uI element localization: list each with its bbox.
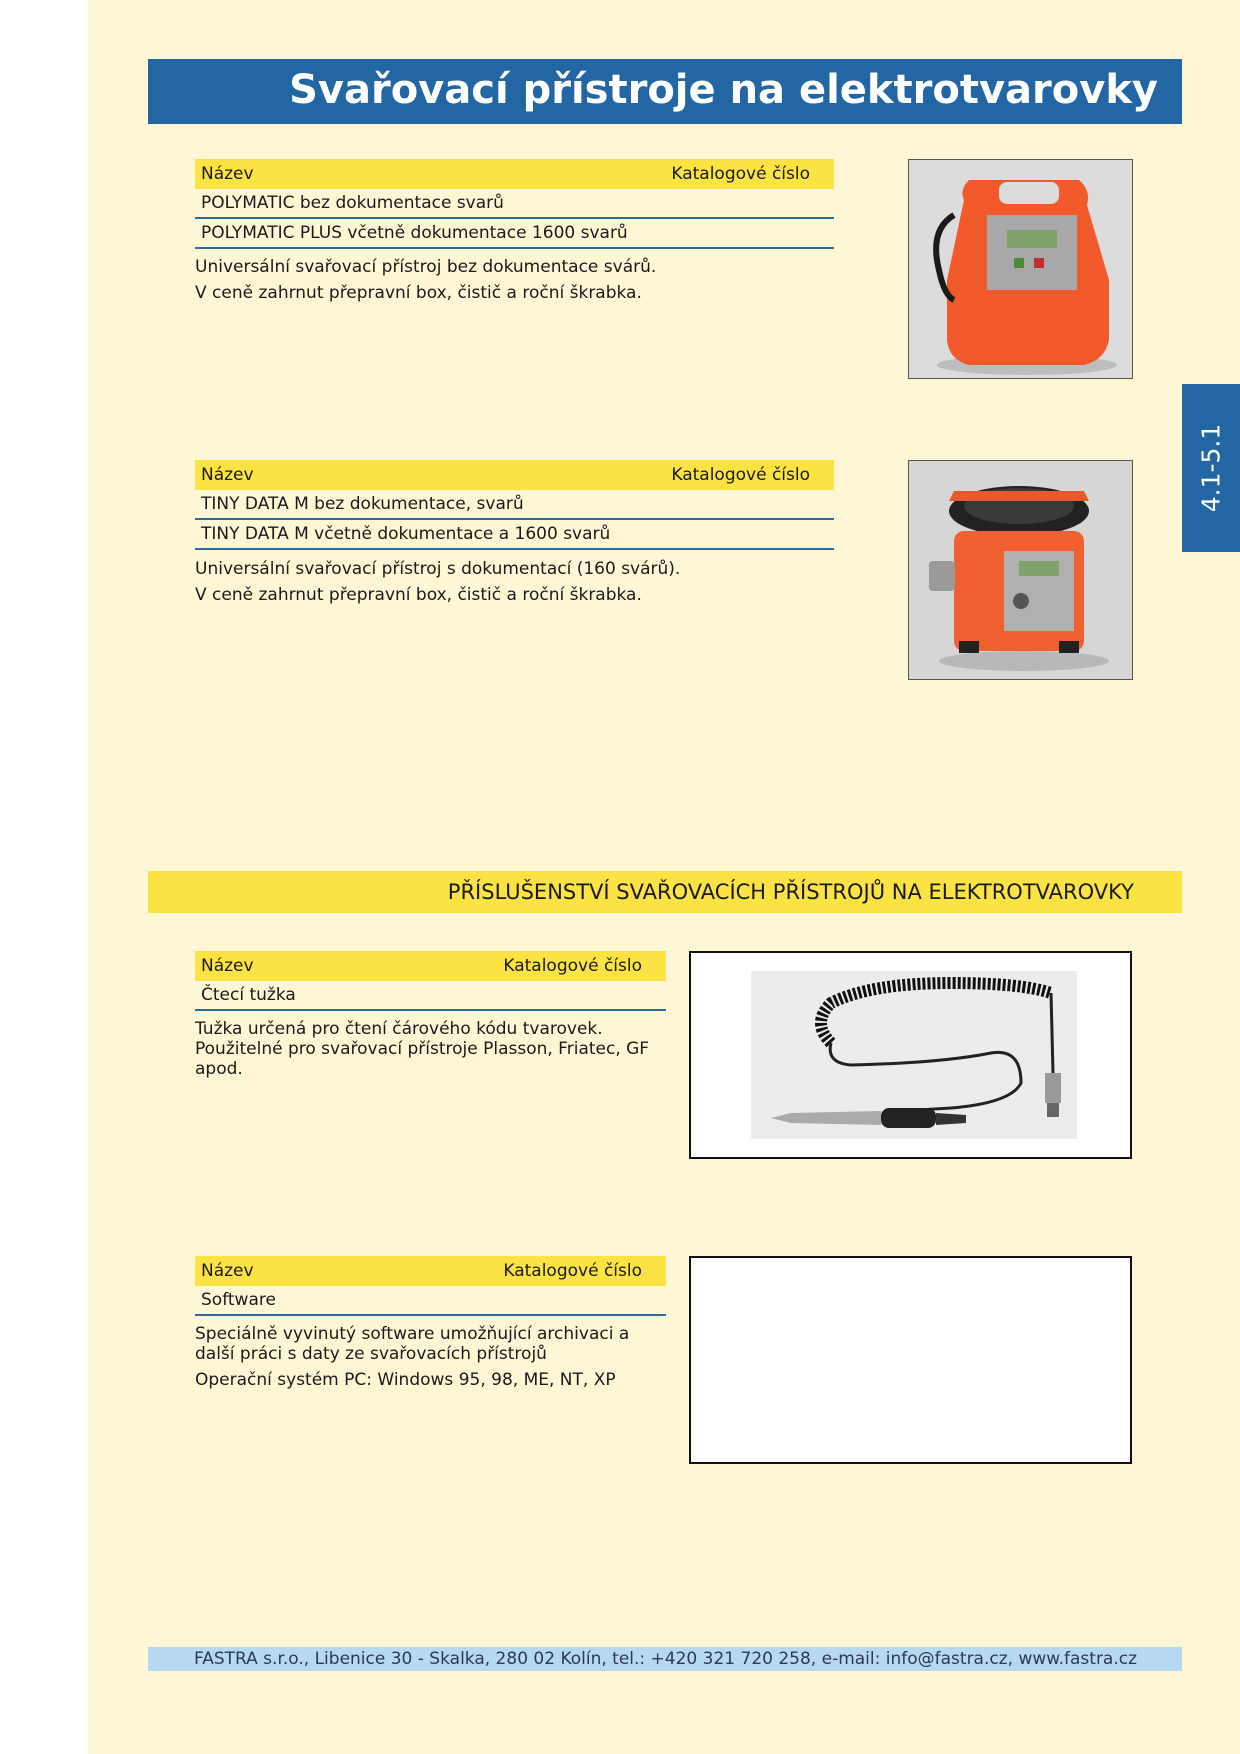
table-header xyxy=(195,159,834,189)
table-row xyxy=(195,490,834,520)
table-header xyxy=(195,951,666,981)
row-label: POLYMATIC PLUS včetně dokumentace 1600 svarů xyxy=(201,223,628,243)
table-row xyxy=(195,520,834,550)
footer-bar xyxy=(148,1647,1182,1671)
table-row xyxy=(195,219,834,249)
header-catalog: Katalogové číslo xyxy=(671,465,810,485)
page-title: Svařovací přístroje na elektrotvarovky xyxy=(289,67,1158,113)
description-line: V ceně zahrnut přepravní box, čistič a roční škrabka. xyxy=(195,283,642,303)
description-line: V ceně zahrnut přepravní box, čistič a roční škrabka. xyxy=(195,585,642,605)
tiny-data-device-image xyxy=(908,460,1133,680)
description-line: Tužka určená pro čtení čárového kódu tvarovek. xyxy=(195,1019,603,1039)
description-line: Speciálně vyvinutý software umožňující archivaci a xyxy=(195,1324,630,1344)
section-tab xyxy=(1182,384,1240,552)
accessory-description xyxy=(195,1019,649,1079)
table-header xyxy=(195,1256,666,1286)
header-name: Název xyxy=(201,465,254,485)
description-line: Universální svařovací přístroj bez dokumentace svárů. xyxy=(195,257,657,277)
accessories-heading: PŘÍSLUŠENSTVÍ SVAŘOVACÍCH PŘÍSTROJŮ NA ELEKTROTVAROVKY xyxy=(447,880,1134,904)
product-description xyxy=(195,254,656,306)
reader-pen-image-frame xyxy=(689,951,1132,1159)
accessory-description xyxy=(195,1324,629,1390)
header-name: Název xyxy=(201,1261,254,1281)
table-row xyxy=(195,981,666,1011)
product-table-tiny-data xyxy=(195,460,834,550)
description-line: Operační systém PC: Windows 95, 98, ME, NT, XP xyxy=(195,1370,616,1390)
product-description xyxy=(195,556,680,608)
accessory-table-software xyxy=(195,1256,666,1316)
reader-pen-image xyxy=(691,953,1130,1157)
header-catalog: Katalogové číslo xyxy=(503,956,642,976)
footer-contact: FASTRA s.r.o., Libenice 30 - Skalka, 280 02 Kolín, tel.: +420 321 720 258, e-mail: info@fastra.cz, www.fastra.cz xyxy=(194,1649,1138,1669)
polymatic-device-image xyxy=(908,159,1133,379)
software-image-placeholder xyxy=(689,1256,1132,1464)
description-line: Universální svařovací přístroj s dokumentací (160 svárů). xyxy=(195,559,681,579)
header-name: Název xyxy=(201,956,254,976)
accessories-heading-bar xyxy=(148,871,1182,913)
accessory-table-reader-pen xyxy=(195,951,666,1011)
row-label: Čtecí tužka xyxy=(201,985,296,1005)
table-row xyxy=(195,1286,666,1316)
header-catalog: Katalogové číslo xyxy=(503,1261,642,1281)
row-label: Software xyxy=(201,1290,276,1310)
title-bar xyxy=(148,59,1182,124)
description-line: Použitelné pro svařovací přístroje Plasson, Friatec, GF xyxy=(195,1039,650,1059)
row-label: TINY DATA M včetně dokumentace a 1600 svarů xyxy=(201,524,611,544)
table-header xyxy=(195,460,834,490)
description-line: další práci s daty ze svařovacích přístrojů xyxy=(195,1344,547,1364)
row-label: TINY DATA M bez dokumentace, svarů xyxy=(201,494,524,514)
description-line: apod. xyxy=(195,1059,243,1079)
header-catalog: Katalogové číslo xyxy=(671,164,810,184)
row-label: POLYMATIC bez dokumentace svarů xyxy=(201,193,504,213)
table-row xyxy=(195,189,834,219)
product-table-polymatic xyxy=(195,159,834,249)
section-tab-label: 4.1-5.1 xyxy=(1196,423,1226,513)
header-name: Název xyxy=(201,164,254,184)
